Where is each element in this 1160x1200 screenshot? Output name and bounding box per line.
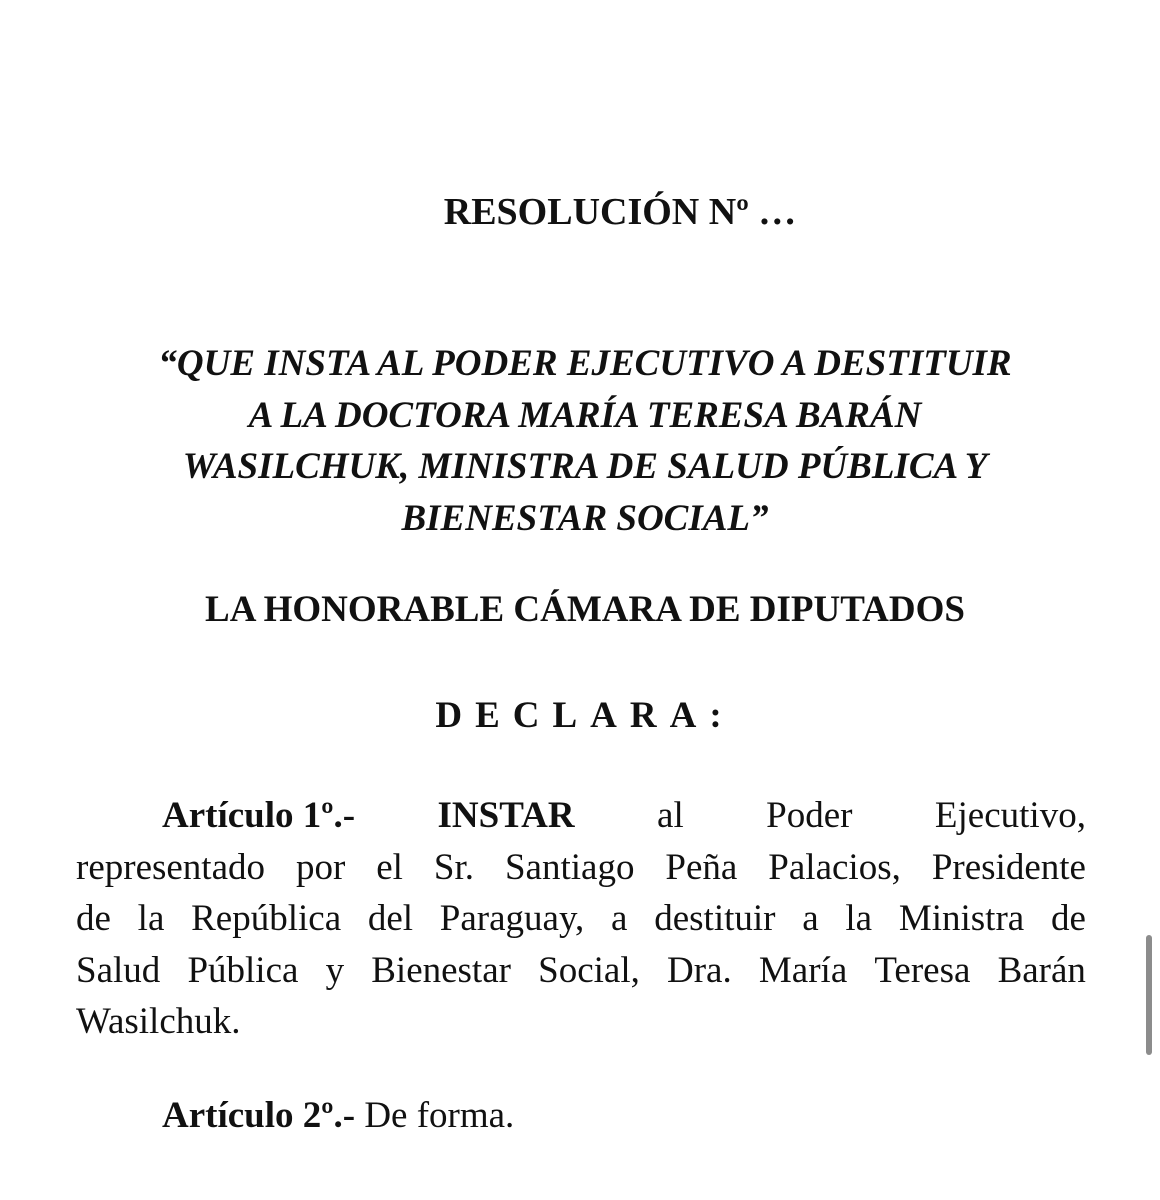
article-1-verb: INSTAR — [437, 795, 575, 836]
article-1-word: a — [802, 898, 819, 939]
article-1 — [76, 790, 1086, 1048]
resolution-title: RESOLUCIÓN Nº … — [443, 191, 797, 233]
subject-line: A LA DOCTORA MARÍA TERESA BARÁN — [248, 394, 922, 436]
article-1-word: Peña — [665, 846, 738, 888]
article-1-word: la — [137, 898, 165, 939]
article-1-word: destituir — [654, 898, 776, 939]
chamber-heading: LA HONORABLE CÁMARA DE DIPUTADOS — [205, 589, 965, 630]
article-1-word: la — [845, 898, 873, 939]
resolution-subject — [80, 338, 1090, 544]
article-1-word: al — [657, 795, 684, 836]
article-1-word: a — [611, 898, 628, 939]
article-1-word: Paraguay, — [439, 898, 585, 939]
article-1-word: Ministra — [898, 898, 1025, 939]
subject-line: BIENESTAR SOCIAL” — [401, 497, 769, 539]
article-1-line — [76, 945, 1086, 997]
subject-line: WASILCHUK, MINISTRA DE SALUD PÚBLICA Y — [182, 446, 988, 487]
article-2-text: De forma. — [355, 1095, 515, 1136]
article-1-word: del — [367, 898, 414, 939]
article-1-word: República — [191, 898, 342, 939]
article-1-word: Barán — [997, 949, 1086, 991]
article-1-word: y — [325, 949, 345, 991]
article-1-word: Poder — [766, 795, 853, 836]
article-1-word: Ejecutivo, — [934, 795, 1086, 836]
subject-line: “QUE INSTA AL PODER EJECUTIVO A DESTITUIR — [158, 343, 1012, 384]
article-1-label: Artículo 1º.- — [162, 795, 356, 836]
article-1-word: el — [376, 846, 403, 888]
article-1-word: Bienestar — [371, 949, 511, 991]
article-1-line: Wasilchuk. — [76, 1001, 241, 1042]
article-1-line — [76, 842, 1086, 894]
article-1-word: Teresa — [874, 949, 971, 991]
article-1-word: de — [76, 898, 111, 939]
article-2 — [162, 1092, 1062, 1140]
article-1-word: de — [1050, 898, 1086, 939]
article-1-word: representado — [76, 846, 266, 888]
article-1-word: Salud — [76, 949, 161, 991]
article-2-label: Artículo 2º.- — [162, 1095, 356, 1136]
scrollbar-thumb[interactable] — [1146, 935, 1152, 1055]
article-1-word: por — [295, 846, 346, 888]
article-1-word: Pública — [187, 949, 299, 991]
article-1-first-line — [76, 790, 1086, 842]
article-1-line — [76, 893, 1086, 945]
article-1-word: Dra. — [667, 949, 732, 991]
article-1-word: María — [758, 949, 848, 991]
article-1-word: Palacios, — [768, 846, 901, 888]
article-1-word: Presidente — [931, 846, 1086, 888]
article-1-word: Social, — [538, 949, 640, 991]
article-1-word: Sr. — [433, 846, 475, 888]
article-1-word: Santiago — [504, 846, 635, 888]
declara-heading: DECLARA: — [435, 695, 735, 736]
